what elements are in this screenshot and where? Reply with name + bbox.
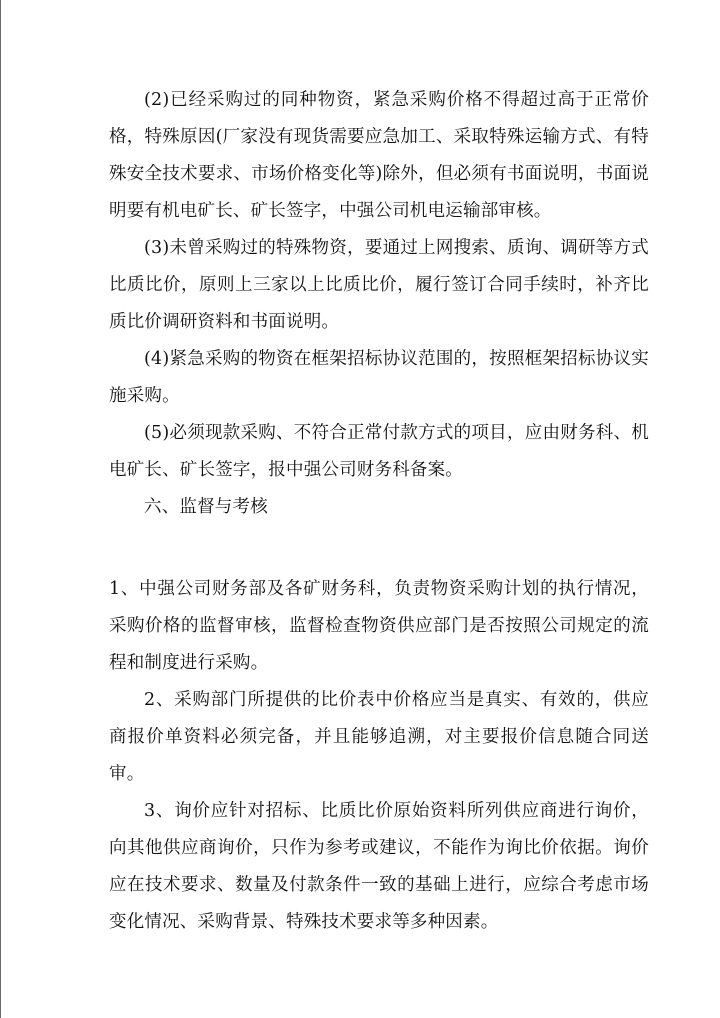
paragraph-item-5: (5)必须现款采购、不符合正常付款方式的项目，应由财务科、机电矿长、矿长签字，报中强公司财务科备案。 [109,423,649,480]
section-heading: 六、监督与考核 [144,497,268,517]
paragraph-supervision-1: 1、中强公司财务部及各矿财务科，负责物资采购计划的执行情况，采购价格的监督审核，监督检查物资供应部门是否按照公司规定的流程和制度进行采购。 [109,579,649,673]
paragraph-item-4: (4)紧急采购的物资在框架招标协议范围的，按照框架招标协议实施采购。 [109,349,649,406]
document-body [109,82,649,941]
paragraph-item-2: (2)已经采购过的同种物资，紧急采购价格不得超过高于正常价格，特殊原因(厂家没有现货需要应急加工、采取特殊运输方式、有特殊安全技术要求、市场价格变化等)除外，但必须有书面说明，书面说明要有机电矿长、矿长签字，中强公司机电运输部审核。 [109,90,649,221]
paragraph-item-3: (3)未曾采购过的特殊物资，要通过上网搜索、质询、调研等方式比质比价，原则上三家以上比质比价，履行签订合同手续时，补齐比质比价调研资料和书面说明。 [109,238,649,332]
page-left-border [0,0,1,1018]
paragraph-supervision-2: 2、采购部门所提供的比价表中价格应当是真实、有效的，供应商报价单资料必须完备，并且能够追溯，对主要报价信息随合同送审。 [109,690,649,784]
paragraph-supervision-3: 3、询价应针对招标、比质比价原始资料所列供应商进行询价，向其他供应商询价，只作为参考或建议，不能作为询比价依据。询价应在技术要求、数量及付款条件一致的基础上进行，应综合考虑市场变化情况、采购背景、特殊技术要求等多种因素。 [109,801,649,932]
section-spacer [109,526,649,571]
